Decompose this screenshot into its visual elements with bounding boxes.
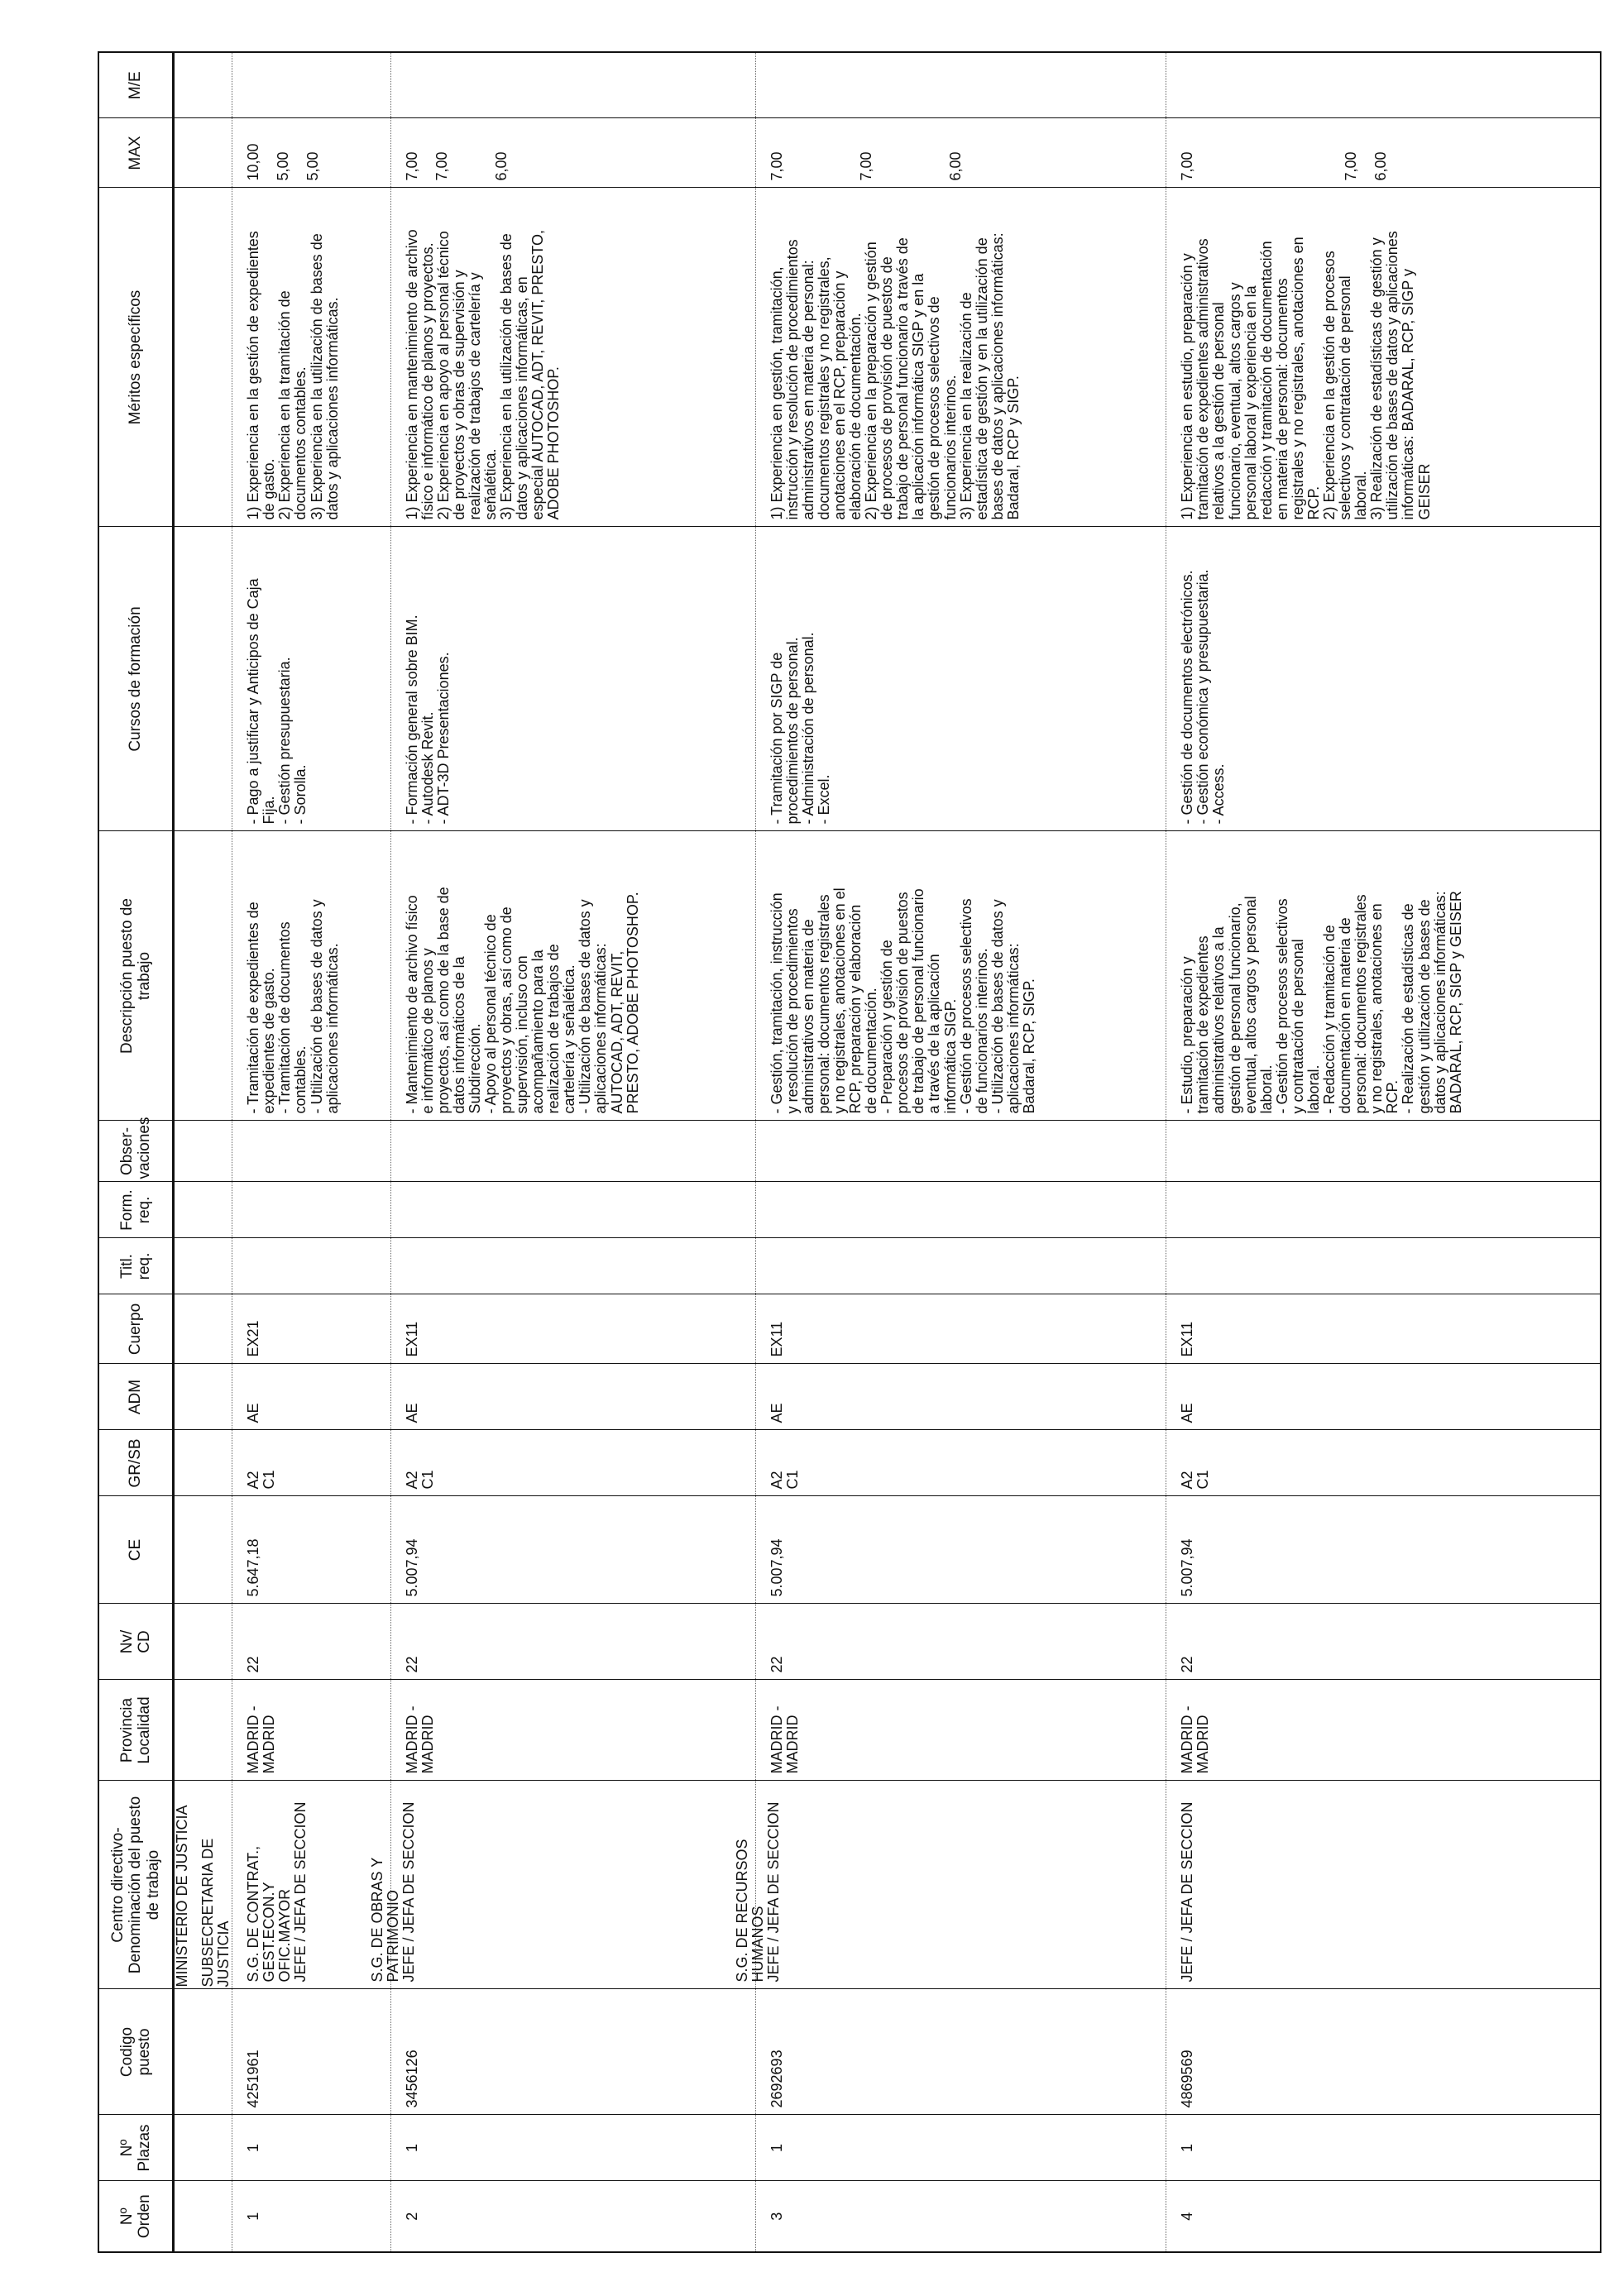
- max-value: [1299, 126, 1314, 181]
- max-value: [1224, 126, 1239, 181]
- codigo-cell: 4869569: [1166, 1989, 1600, 2115]
- provincia-cell: MADRID - MADRID: [1166, 1680, 1600, 1781]
- header-row: [98, 52, 174, 2252]
- descripcion-cell: - Gestión, tramitación, instrucción y resolución de procedimientos administrativos en materia de personal: documentos registrales y no registrales, anotaciones en el RCP, preparación y elaboración de documentación. - Preparación y gestión de procesos de provisión de puestos de trabajo de personal funcionario a través de la aplicación informática SIGP. - Gestión de procesos selectivos de funcionarios interinos. - Utilización de bases de datos y aplicaciones informáticas: Badaral, RCP, SIGP.: [755, 831, 1166, 1121]
- nivel-cell: 22: [755, 1604, 1166, 1680]
- merito-item: 3) Realización de estadísticas de gestión y utilización de bases de datos y aplicaciones informáticas: BADARAL, RCP, SIGP y GEISER: [1368, 231, 1433, 520]
- ce-cell: 5.007,94: [1166, 1496, 1600, 1604]
- merito-item: 1) Experiencia en la gestión de expedientes de gasto.: [245, 231, 278, 520]
- puesto-denominacion: JEFE / JEFA DE SECCION: [292, 1801, 309, 1983]
- nivel-cell: 22: [1166, 1604, 1600, 1680]
- ce-cell: 5.647,18: [232, 1496, 390, 1604]
- cursos-cell: - Gestión de documentos electrónicos. - Gestión económica y presupuestaria. - Access.: [1166, 527, 1600, 831]
- merito-item: 3) Experiencia en la realización de estadística de gestión y en la utilización de bases de datos y aplicaciones informáticas: Badaral, RCP y SIGP.: [957, 232, 1022, 520]
- adm-cell: AE: [1166, 1364, 1600, 1430]
- max-value: 6,00: [946, 151, 964, 181]
- header-descripcion: Descripción puesto de trabajo: [98, 831, 174, 1121]
- max-value: [1358, 126, 1373, 181]
- header-nivel: Nv/ CD: [98, 1604, 174, 1680]
- merito-item: 1) Experiencia en estudio, preparación y tramitación de expedientes administrativos relativos a la gestión de personal funcionario, eventual, altos cargos y personal laboral y experiencia en la redacción y tramitación de documentación en materia de personal: documentos registrales y no registrales, anotaciones en RCP.: [1179, 237, 1322, 520]
- max-value: 6,00: [1372, 151, 1390, 181]
- max-value: 5,00: [275, 151, 292, 181]
- cuerpo-cell: EX11: [755, 1294, 1166, 1364]
- max-value: [290, 126, 305, 181]
- merito-item: 2) Experiencia en apoyo al personal técnico de proyectos y obras de supervisión y realización de trabajos de cartelería y señalética.: [434, 231, 499, 520]
- max-value: 10,00: [245, 143, 262, 181]
- merito-item: 1) Experiencia en gestión, tramitación, instrucción y resolución de procedimientos administrativos en materia de personal: documentos registrales y no registrales, anotaciones en el RCP, preparación y elaboración de documentación.: [768, 239, 864, 520]
- max-value: [888, 126, 903, 181]
- header-centro: Centro directivo- Denominación del puesto de trabajo: [98, 1781, 174, 1989]
- max-value: [479, 126, 494, 181]
- provincia-cell: MADRID - MADRID: [232, 1680, 390, 1781]
- header-codigo: Codigo puesto: [98, 1989, 174, 2115]
- plazas-cell: 1: [1166, 2115, 1600, 2181]
- codigo-cell: 4251961: [232, 1989, 390, 2115]
- puesto-denominacion: JEFE / JEFA DE SECCION: [764, 1801, 782, 1983]
- max-value: [1239, 126, 1254, 181]
- merito-item: 3) Experiencia en la utilización de bases de datos y aplicaciones informáticas, en especial AUTOCAD, ADT, REVIT, PRESTO, ADOBE PHOTOSHOP.: [498, 230, 563, 520]
- max-value: 6,00: [492, 151, 510, 181]
- max-value: [829, 126, 844, 181]
- merito-item: 3) Experiencia en la utilización de bases de datos y aplicaciones informáticas.: [308, 233, 341, 520]
- adm-cell: AE: [232, 1364, 390, 1430]
- max-value: [1314, 126, 1329, 181]
- centro-directivo: S.G. DE OBRAS Y PATRIMONIO: [368, 1857, 401, 1983]
- puesto-denominacion: JEFE / JEFA DE SECCION: [1179, 1801, 1196, 1983]
- descripcion-cell: - Estudio, preparación y tramitación de expedientes administrativos relativos a la gestión de personal funcionario, eventual, altos cargos y personal laboral. - Gestión de procesos selectivos y contratación de personal laboral. - Redacción y tramitación de documentación en materia de personal: documentos registrales y no registrales, anotaciones en RCP. - Realización de estadísticas de gestión y utilización de bases de datos y aplicaciones informáticas: BADARAL, RCP, SIGP y GEISER: [1166, 831, 1600, 1121]
- header-ce: CE: [98, 1496, 174, 1604]
- orden-cell: 1: [232, 2181, 390, 2252]
- descripcion-cell: - Tramitación de expedientes de expedientes de gasto. - Tramitación de documentos contables. - Utilización de bases de datos y aplicaciones informáticas.: [232, 831, 390, 1121]
- plazas-cell: 1: [755, 2115, 1166, 2181]
- header-max: MAX: [98, 118, 174, 188]
- header-provincia: Provincia Localidad: [98, 1680, 174, 1781]
- table-row: [1166, 52, 1600, 2252]
- max-value: 7,00: [857, 151, 874, 181]
- grupo-cell: A2 C1: [390, 1430, 755, 1496]
- header-cursos: Cursos de formación: [98, 527, 174, 831]
- plazas-cell: 1: [232, 2115, 390, 2181]
- max-value: [903, 126, 918, 181]
- grupo-cell: A2 C1: [755, 1430, 1166, 1496]
- max-value: 5,00: [304, 151, 322, 181]
- max-value: [844, 126, 859, 181]
- max-value: [799, 126, 814, 181]
- max-value: [814, 126, 829, 181]
- header-titulacion: Titl. req.: [98, 1238, 174, 1294]
- header-meritos: Méritos específicos: [98, 188, 174, 527]
- table-row: [755, 52, 1166, 2252]
- max-value: 7,00: [433, 151, 450, 181]
- cursos-cell: - Formación general sobre BIM. - Autodesk Revit. - ADT-3D Presentaciones.: [390, 527, 755, 831]
- cursos-cell: - Tramitación por SIGP de procedimientos de personal. - Administración de personal. - Excel.: [755, 527, 1166, 831]
- adm-cell: AE: [755, 1364, 1166, 1430]
- grupo-cell: A2 C1: [1166, 1430, 1600, 1496]
- max-value: [784, 126, 799, 181]
- orden-cell: 4: [1166, 2181, 1600, 2252]
- max-value: 7,00: [1343, 151, 1360, 181]
- merito-item: 2) Experiencia en la tramitación de documentos contables.: [276, 290, 309, 520]
- max-value: [449, 126, 464, 181]
- max-value: [1209, 126, 1224, 181]
- max-value: [261, 126, 275, 181]
- codigo-cell: 3456126: [390, 1989, 755, 2115]
- header-me: M/E: [98, 52, 174, 118]
- max-value: [933, 126, 948, 181]
- provincia-cell: MADRID - MADRID: [755, 1680, 1166, 1781]
- table-filler-row: [1600, 52, 1601, 2252]
- header-grupo: GR/SB: [98, 1430, 174, 1496]
- nivel-cell: 22: [232, 1604, 390, 1680]
- header-cuerpo: Cuerpo: [98, 1294, 174, 1364]
- max-value: 7,00: [1179, 151, 1196, 181]
- max-value: [918, 126, 933, 181]
- ministry-name: MINISTERIO DE JUSTICIA: [174, 1805, 190, 1987]
- header-adm: ADM: [98, 1364, 174, 1430]
- puesto-denominacion: JEFE / JEFA DE SECCION: [400, 1801, 417, 1983]
- table-row: [390, 52, 755, 2252]
- merito-item: 1) Experiencia en mantenimiento de archivo físico e informático de planos y proyectos.: [403, 229, 436, 520]
- max-value: [1254, 126, 1269, 181]
- centro-directivo: S.G. DE RECURSOS HUMANOS: [733, 1839, 766, 1983]
- max-value: 7,00: [768, 151, 785, 181]
- grupo-cell: A2 C1: [232, 1430, 390, 1496]
- centro-directivo: S.G. DE CONTRAT., GEST.ECON.Y OFIC.MAYOR: [245, 1845, 294, 1983]
- merito-item: 2) Experiencia en la gestión de procesos selectivos y contratación de personal laboral.: [1321, 251, 1370, 520]
- merito-item: 2) Experiencia en la preparación y gestión de procesos de provisión de puestos de trabajo de personal funcionario a través de la aplicación informática SIGP y en la gestión de procesos selectivos de funcionarios interinos.: [863, 237, 959, 520]
- header-formacion: Form. req.: [98, 1182, 174, 1238]
- cuerpo-cell: EX11: [1166, 1294, 1600, 1364]
- max-value: [464, 126, 479, 181]
- ce-cell: 5.007,94: [755, 1496, 1166, 1604]
- adm-cell: AE: [390, 1364, 755, 1430]
- table-row: [232, 52, 390, 2252]
- max-value: [1284, 126, 1299, 181]
- max-value: [874, 126, 888, 181]
- orden-cell: 2: [390, 2181, 755, 2252]
- nivel-cell: 22: [390, 1604, 755, 1680]
- descripcion-cell: - Mantenimiento de archivo físico e informático de planos y proyectos, así como de la base de datos informáticos de la Subdirección. - Apoyo al personal técnico de proyectos y obras, así como de supervisión, incluso con acompañamiento para la realización de trabajos de cartelería y señalética. - Utilización de bases de datos y aplicaciones informáticas: AUTOCAD, ADT, REVIT, PRESTO, ADOBE PHOTOSHOP.: [390, 831, 755, 1121]
- orden-cell: 3: [755, 2181, 1166, 2252]
- codigo-cell: 2692693: [755, 1989, 1166, 2115]
- max-value: [1329, 126, 1343, 181]
- provincia-cell: MADRID - MADRID: [390, 1680, 755, 1781]
- cursos-cell: - Pago a justificar y Anticipos de Caja Fija. - Gestión presupuestaria. - Sorolla.: [232, 527, 390, 831]
- header-plazas: Nº Plazas: [98, 2115, 174, 2181]
- max-value: [1269, 126, 1284, 181]
- cuerpo-cell: EX11: [390, 1294, 755, 1364]
- header-observaciones: Obser- vaciones: [98, 1121, 174, 1182]
- max-value: [419, 126, 434, 181]
- ministry-row: [174, 52, 232, 2252]
- max-value: 7,00: [403, 151, 420, 181]
- subsecretaria-name: SUBSECRETARIA DE JUSTICIA: [199, 1838, 232, 1987]
- job-vacancies-table: [98, 51, 1601, 2253]
- cuerpo-cell: EX21: [232, 1294, 390, 1364]
- header-orden: Nº Orden: [98, 2181, 174, 2252]
- plazas-cell: 1: [390, 2115, 755, 2181]
- max-value: [1195, 126, 1209, 181]
- ce-cell: 5.007,94: [390, 1496, 755, 1604]
